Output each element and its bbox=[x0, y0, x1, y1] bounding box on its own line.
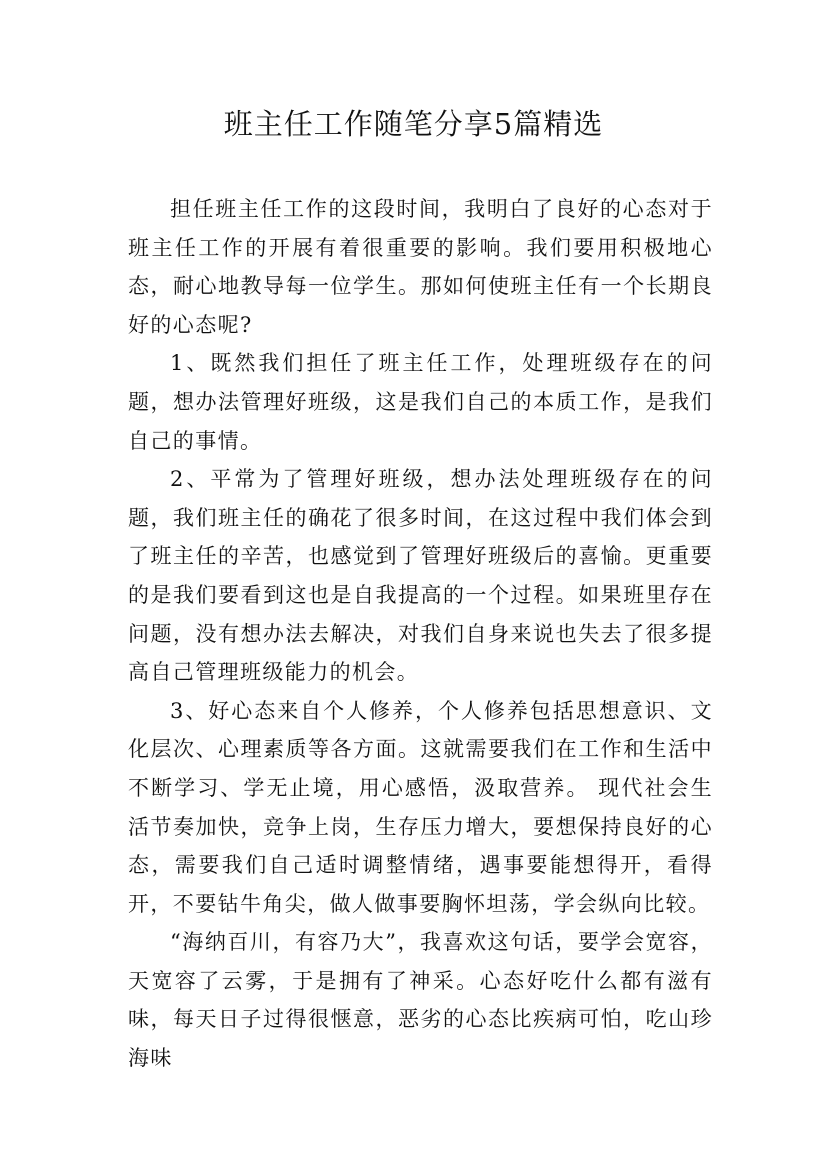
paragraph-point-3: 3、好心态来自个人修养，个人修养包括思想意识、文化层次、心理素质等各方面。这就需要我们在工作和生活中不断学习、学无止境，用心感悟，汲取营养。 现代社会生活节奏加快，竞争上岗，生存压力增大，要想保持良好的心态，需要我们自己适时调整情绪，遇事要能想得开，看得开，不要钻牛角尖，做人做事要胸怀坦荡，学会纵向比较。 bbox=[128, 698, 713, 916]
paragraph-point-2: 2、平常为了管理好班级，想办法处理班级存在的问题，我们班主任的确花了很多时间，在这过程中我们体会到了班主任的辛苦，也感觉到了管理好班级后的喜愉。更重要的是我们要看到这也是自我提高的一个过程。如果班里存在问题，没有想办法去解决，对我们自身来说也失去了很多提高自己管理班级能力的机会。 bbox=[128, 467, 713, 685]
paragraph-point-1: 1、既然我们担任了班主任工作，处理班级存在的问题，想办法管理好班级，这是我们自己的本质工作，是我们自己的事情。 bbox=[128, 351, 713, 453]
document-body bbox=[128, 190, 713, 1078]
paragraph-tolerance: “海纳百川，有容乃大”，我喜欢这句话，要学会宽容，天宽容了云雾，于是拥有了神采。心态好吃什么都有滋有味，每天日子过得很惬意，恶劣的心态比疾病可怕，吃山珍海味 bbox=[128, 930, 713, 1071]
document-title: 班主任工作随笔分享5篇精选 bbox=[223, 107, 604, 141]
paragraph-intro: 担任班主任工作的这段时间，我明白了良好的心态对于班主任工作的开展有着很重要的影响。我们要用积极地心态，耐心地教导每一位学生。那如何使班主任有一个长期良好的心态呢? bbox=[128, 197, 713, 337]
